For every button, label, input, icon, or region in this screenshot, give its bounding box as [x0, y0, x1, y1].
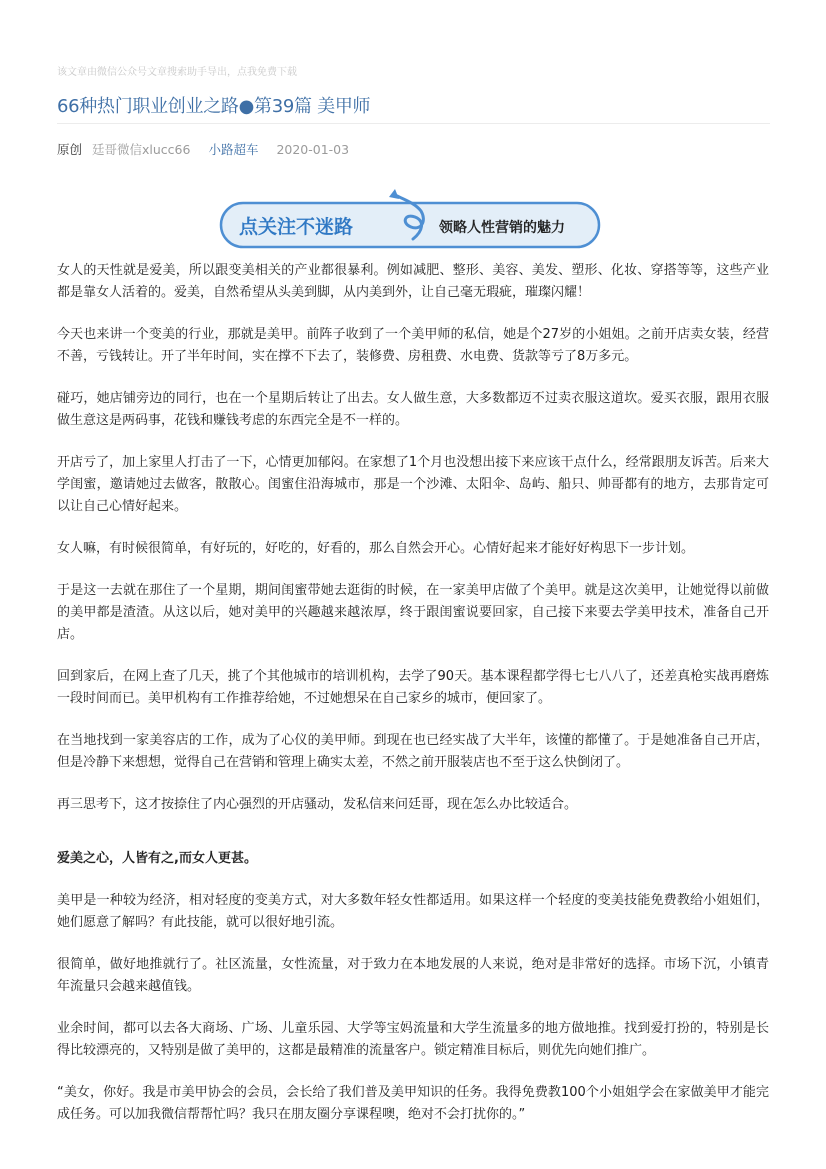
- follow-banner-graphic: [217, 187, 603, 253]
- title-divider: [57, 123, 770, 124]
- account-link[interactable]: 小路超车: [208, 142, 259, 157]
- paragraph: 在当地找到一家美容店的工作，成为了心仪的美甲师。到现在也已经实战了大半年，该懂的都懂了。于是她准备自己开店，但是冷静下来想想，觉得自己在营销和管理上确实太差，不然之前开服装店也不至于这么快倒闭了。: [57, 733, 769, 770]
- publish-date: 2020-01-03: [276, 142, 350, 157]
- banner-right-text: 领略人性营销的魅力: [439, 220, 565, 236]
- paragraph: 女人嘛，有时候很简单，有好玩的，好吃的，好看的，那么自然会开心。心情好起来才能好好构思下一步计划。: [57, 541, 695, 556]
- paragraph: 很简单，做好地推就行了。社区流量，女性流量，对于致力在本地发展的人来说，绝对是非常好的选择。市场下沉，小镇青年流量只会越来越值钱。: [57, 957, 769, 994]
- paragraph: 开店亏了，加上家里人打击了一下，心情更加郁闷。在家想了1个月也没想出接下来应该干点什么，经常跟朋友诉苦。后来大学闺蜜，邀请她过去做客，散散心。闺蜜住沿海城市，那是一个沙滩、太阳伞、岛屿、船只、帅哥都有的地方，去那肯定可以让自己心情好起来。: [57, 455, 769, 514]
- author-name: 廷哥微信xlucc66: [92, 142, 191, 157]
- paragraph: 于是这一去就在那住了一个星期，期间闺蜜带她去逛街的时候，在一家美甲店做了个美甲。就是这次美甲，让她觉得以前做的美甲都是渣渣。从这以后，她对美甲的兴趣越来越浓厚，终于跟闺蜜说要回家，自己接下来要去学美甲技术，准备自己开店。: [57, 583, 769, 642]
- original-badge: 原创: [57, 142, 83, 157]
- export-notice-link[interactable]: 该文章由微信公众号文章搜索助手导出，点我免费下载: [57, 67, 297, 78]
- paragraph: 美甲是一种较为经济，相对轻度的变美方式，对大多数年轻女性都适用。如果这样一个轻度的变美技能免费教给小姐姐们，她们愿意了解吗？有此技能，就可以很好地引流。: [57, 893, 769, 930]
- article-title: 66种热门职业创业之路●第39篇 美甲师: [57, 96, 371, 117]
- banner-left-text: 点关注不迷路: [239, 216, 354, 238]
- section-heading: 爱美之心，人皆有之,而女人更甚。: [57, 851, 257, 866]
- paragraph: 再三思考下，这才按捺住了内心强烈的开店骚动，发私信来问廷哥，现在怎么办比较适合。: [57, 797, 578, 812]
- paragraph: 回到家后，在网上查了几天，挑了个其他城市的培训机构，去学了90天。基本课程都学得七七八八了，还差真枪实战再磨炼一段时间而已。美甲机构有工作推荐给她，不过她想呆在自己家乡的城市，便回家了。: [57, 669, 769, 706]
- paragraph: 碰巧，她店铺旁边的同行，也在一个星期后转让了出去。女人做生意，大多数都迈不过卖衣服这道坎。爱买衣服，跟用衣服做生意这是两码事，花钱和赚钱考虑的东西完全是不一样的。: [57, 391, 769, 428]
- article-body: [57, 260, 769, 1146]
- paragraph: 女人的天性就是爱美，所以跟变美相关的产业都很暴利。例如减肥、整形、美容、美发、塑形、化妆、穿搭等等，这些产业都是靠女人活着的。爱美，自然希望从头美到脚，从内美到外，让自己毫无瑕疵，璀璨闪耀！: [57, 263, 769, 300]
- paragraph: “美女，你好。我是市美甲协会的会员，会长给了我们普及美甲知识的任务。我得免费教100个小姐姐学会在家做美甲才能完成任务。可以加我微信帮帮忙吗？我只在朋友圈分享课程噢，绝对不会打扰你的。”: [57, 1085, 769, 1122]
- paragraph: 业余时间，都可以去各大商场、广场、儿童乐园、大学等宝妈流量和大学生流量多的地方做地推。找到爱打扮的，特别是长得比较漂亮的，又特别是做了美甲的，这都是最精准的流量客户。锁定精准目标后，则优先向她们推广。: [57, 1021, 769, 1058]
- article-meta: [57, 140, 349, 158]
- paragraph: 今天也来讲一个变美的行业，那就是美甲。前阵子收到了一个美甲师的私信，她是个27岁的小姐姐。之前开店卖女装，经营不善，亏钱转让。开了半年时间，实在撑不下去了，装修费、房租费、水电费、货款等亏了8万多元。: [57, 327, 769, 364]
- follow-banner[interactable]: [217, 187, 603, 253]
